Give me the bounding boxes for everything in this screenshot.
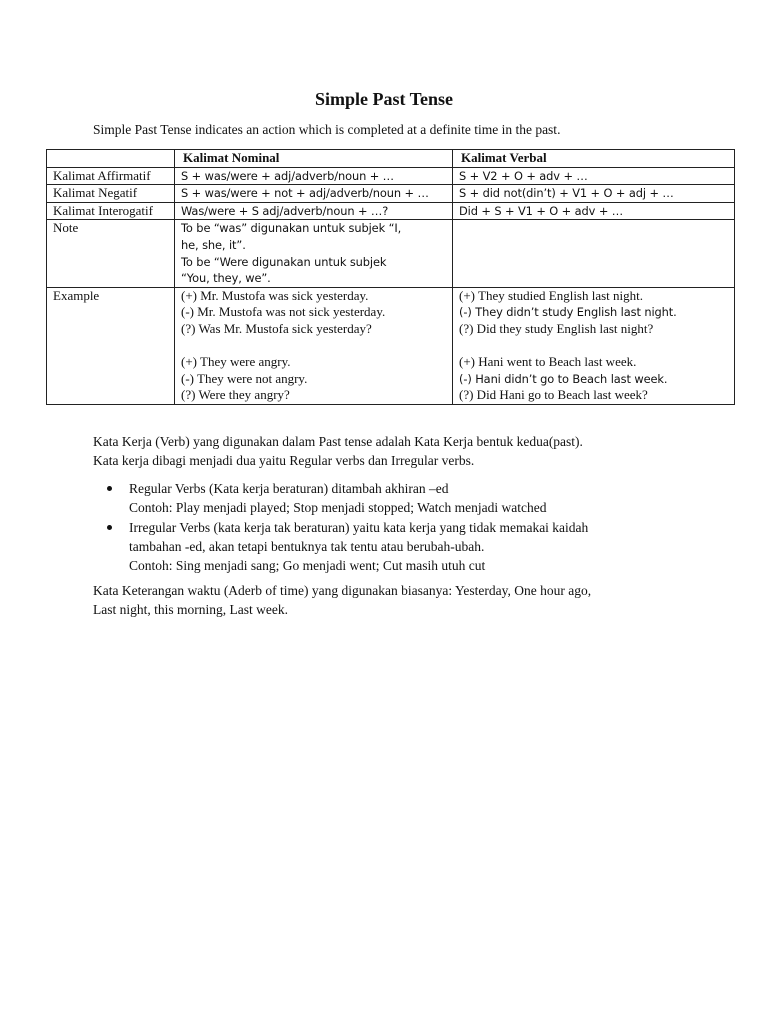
verbal-line: (-) They didn’t study English last night.: [459, 305, 677, 320]
adverb-of-time-paragraph: [93, 581, 591, 619]
nominal-cell: [175, 220, 453, 287]
row-label: Example: [53, 287, 100, 303]
nominal-cell: [175, 167, 453, 185]
nominal-line: (?) Was Mr. Mustofa sick yesterday?: [181, 320, 372, 336]
list-item-line: Contoh: Play menjadi played; Stop menjadi stopped; Watch menjadi watched: [129, 500, 547, 515]
table-row: [47, 287, 735, 404]
nominal-line: To be “was” digunakan untuk subjek “I,: [181, 221, 402, 236]
intro-paragraph: Simple Past Tense indicates an action which is completed at a definite time in the past.: [93, 122, 561, 137]
nominal-line: (?) Were they angry?: [181, 387, 290, 403]
nominal-cell: [175, 185, 453, 203]
row-label: Kalimat Negatif: [53, 185, 138, 201]
nominal-line: Was/were + S adj/adverb/noun + …?: [181, 203, 389, 218]
table-row: [47, 185, 735, 203]
verbal-cell: [453, 185, 735, 203]
bullet-icon: [107, 525, 112, 530]
verbal-cell: [453, 287, 735, 404]
paragraph-line: Kata kerja dibagi menjadi dua yaitu Regular verbs dan Irregular verbs.: [93, 453, 475, 468]
table-body: [47, 167, 735, 404]
verbal-line: Did + S + V1 + O + adv + …: [459, 203, 624, 218]
nominal-line: (-) Mr. Mustofa was not sick yesterday.: [181, 304, 386, 320]
verbal-line: (+) They studied English last night.: [459, 287, 644, 303]
table-row: [47, 167, 735, 185]
row-label-cell: [47, 167, 175, 185]
row-label: Kalimat Affirmatif: [53, 167, 151, 183]
header-cell-verbal: Kalimat Verbal: [453, 150, 735, 168]
list-item-line: Regular Verbs (Kata kerja beraturan) ditambah akhiran –ed: [129, 481, 449, 496]
bullet-icon: [107, 486, 112, 491]
table-row: [47, 220, 735, 287]
nominal-line: “You, they, we”.: [181, 271, 271, 286]
header-cell-nominal: Kalimat Nominal: [175, 150, 453, 168]
row-label-cell: [47, 287, 175, 404]
verbal-cell: [453, 202, 735, 220]
grammar-table: [46, 149, 735, 405]
header-cell-empty: [47, 150, 175, 168]
page-title: Simple Past Tense: [314, 89, 454, 109]
nominal-line: S + was/were + not + adj/adverb/noun + …: [181, 186, 429, 201]
verbal-line: (?) Did Hani go to Beach last week?: [459, 387, 648, 403]
nominal-cell: [175, 202, 453, 220]
nominal-cell: [175, 287, 453, 404]
table-header-row: [47, 150, 735, 168]
blank-line: [181, 338, 448, 355]
paragraph-line: Kata Keterangan waktu (Aderb of time) yang digunakan biasanya: Yesterday, One hour ago,: [93, 583, 592, 598]
nominal-line: he, she, it”.: [181, 237, 246, 252]
row-label: Kalimat Interogatif: [53, 202, 153, 218]
paragraph-line: Last night, this morning, Last week.: [93, 602, 288, 617]
table-row: [47, 202, 735, 220]
verbal-cell: [453, 220, 735, 287]
verbal-cell: [453, 167, 735, 185]
list-item: [93, 479, 588, 517]
verbal-line: (+) Hani went to Beach last week.: [459, 354, 637, 370]
row-label-cell: [47, 202, 175, 220]
nominal-line: To be “Were digunakan untuk subjek: [181, 254, 387, 269]
blank-line: [459, 338, 730, 355]
verb-types-list: [93, 479, 588, 576]
verbal-line: (?) Did they study English last night?: [459, 320, 654, 336]
nominal-line: S + was/were + adj/adverb/noun + …: [181, 168, 394, 183]
row-label-cell: [47, 220, 175, 287]
list-item-line: Contoh: Sing menjadi sang; Go menjadi went; Cut masih utuh cut: [129, 558, 486, 573]
paragraph-line: Kata Kerja (Verb) yang digunakan dalam Past tense adalah Kata Kerja bentuk kedua(past).: [93, 434, 583, 449]
row-label-cell: [47, 185, 175, 203]
nominal-line: (-) They were not angry.: [181, 370, 308, 386]
verbal-line: S + did not(din’t) + V1 + O + adj + …: [459, 186, 674, 201]
list-item: [93, 518, 588, 575]
nominal-line: (+) They were angry.: [181, 354, 291, 370]
verbal-line: S + V2 + O + adv + …: [459, 168, 588, 183]
verb-paragraph: [93, 432, 583, 470]
verbal-line: (-) Hani didn’t go to Beach last week.: [459, 371, 668, 386]
nominal-line: (+) Mr. Mustofa was sick yesterday.: [181, 287, 369, 303]
list-item-line: tambahan -ed, akan tetapi bentuknya tak tentu atau berubah-ubah.: [129, 539, 485, 554]
row-label: Note: [53, 220, 79, 236]
list-item-line: Irregular Verbs (kata kerja tak beraturan) yaitu kata kerja yang tidak memakai kaidah: [129, 520, 589, 535]
